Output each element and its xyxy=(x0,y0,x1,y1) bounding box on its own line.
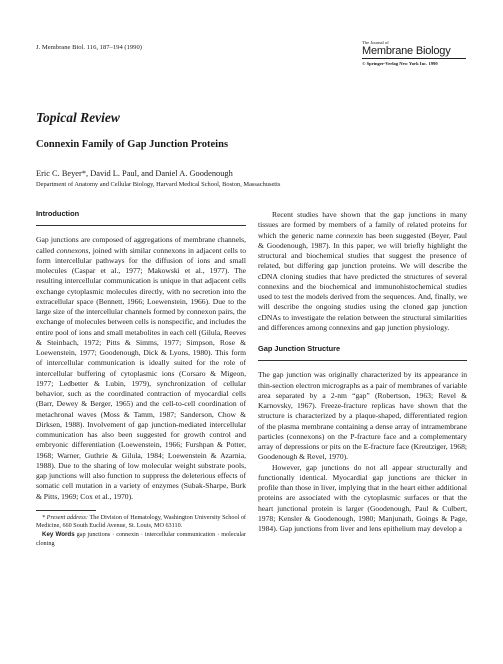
structure-paragraph-2: However, gap junctions do not all appear structurally and functionally identical. Myocardial gap junctions are thicker in profile than those in liver, implying that in the heart either additional proteins are associated with the cytoplasmic surfaces or that the heart junctional protein is larger (Goodenough, Paul & Culbert, 1978; Kensler & Goodenough, 1980; Manjunath, Goings & Page, 1984). Gap junctions from liver and lens epithelium may develop a xyxy=(258,462,467,533)
structure-paragraph-1: The gap junction was originally characterized by its appearance in thin-section electron micrographs as a pair of membranes of variable area separated by a 2-nm “gap” (Robertson, 1963; Revel & Karnovsky, 1967). Freeze-fracture replicas have shown that the structure is characterized by a plaque-shaped, differentiated region of the plasma membrane containing a dense array of intramembrane particles (connexons) on the P-fracture face and a complementary array of depressions or pits on the E-fracture face (Kreutziger, 1968; Goodenough & Revel, 1970). xyxy=(258,370,467,462)
footnote-rule xyxy=(36,510,96,511)
journal-masthead-title: Membrane Biology xyxy=(362,45,451,57)
gap-junction-structure-heading: Gap Junction Structure xyxy=(258,344,341,353)
present-address-note: * Present address: The Division of Hematology, Washington University School of Medicine, 660 South Euclid Avenue, St. Louis, MO 63110. xyxy=(36,513,246,530)
introduction-heading: Introduction xyxy=(36,209,80,218)
intro-paragraph-1: Gap junctions are composed of aggregations of membrane channels, called connexons, joined with similar connexons in adjacent cells to form intercellular pathways for the diffusion of ions and small molecules (Caspar et al., 1977; Makowski et al., 1977). The resulting intercellular communication is unique in that adjacent cells exchange cytoplasmic molecules directly, with no secretion into the extracellular space (Bennett, 1966; Loewenstein, 1966). Due to the large size of the intercellular channels formed by connexon pairs, the exchange of molecules between cells is nonspecific, and includes the entire pool of ions and small metabolites in each cell (Gilula, Reeves & Steinbach, 1972; Pitts & Simms, 1977; Simpson, Rose & Loewenstein, 1977; Goodenough, Dick & Lyons, 1980). This form of intercellular communication is ideally suited for the role of intercellular buffering of cytoplasmic ions (Corsaro & Migeon, 1977; Ledbetter & Lubin, 1979), synchronization of cellular behavior, such as the coordinated contraction of myocardial cells (Barr, Dewey & Berger, 1965) and the cell-to-cell coordination of metachronal waves (Moss & Tamm, 1987; Sanderson, Chow & Dirksen, 1988). Involvement of gap junction-mediated intercellular communication has also been suggested for growth control and embryonic differentiation (Loewenstein, 1966; Furshpan & Potter, 1968; Warner, Guthrie & Gilula, 1984; Loewenstein & Azarnia, 1988). Due to the sharing of low molecular weight substrate pools, gap junctions will also function to suppress the deleterious effects of somatic cell mutation in a variety of enzymes (Subak-Sharpe, Burk & Pitts, 1969; Cox et al., 1970). xyxy=(36,235,246,501)
article-authors: Eric C. Beyer*, David L. Paul, and Daniel A. Goodenough xyxy=(36,169,233,178)
journal-masthead xyxy=(362,40,466,66)
journal-masthead-small: The Journal of xyxy=(362,40,389,45)
intro-paragraph-2: Recent studies have shown that the gap junctions in many tissues are formed by members of a family of related proteins for which the generic name connexin has been suggested (Beyer, Paul & Goodenough, 1987). In this paper, we will briefly highlight the structural and biochemical studies that suggest the presence of related, but differing gap junction proteins. We will describe the cDNA cloning studies that have predicted the structures of several connexins and the biochemical and immunohistochemical studies used to test the models derived from the sequences. And, finally, we will describe the ongoing studies using the cloned gap junction cDNAs to investigate the relation between the structural similarities and differences among connexins and gap junction physiology. xyxy=(258,210,467,332)
heading-rule xyxy=(258,360,467,361)
right-column xyxy=(258,210,467,534)
copyright-line: © Springer-Verlag New York Inc. 1990 xyxy=(362,61,438,66)
article-title: Connexin Family of Gap Junction Proteins xyxy=(36,139,229,150)
masthead-divider xyxy=(362,58,466,59)
keywords-line: Key Words gap junctions · connexin · intercellular communication · molecular cloning xyxy=(36,530,246,547)
article-category: Topical Review xyxy=(36,110,120,125)
heading-rule xyxy=(36,225,246,226)
author-affiliation: Department of Anatomy and Cellular Biology, Harvard Medical School, Boston, Massachusetts xyxy=(36,181,281,188)
footnote xyxy=(36,514,246,548)
left-column xyxy=(36,209,246,548)
journal-citation: J. Membrane Biol. 116, 187–194 (1990) xyxy=(36,44,142,51)
